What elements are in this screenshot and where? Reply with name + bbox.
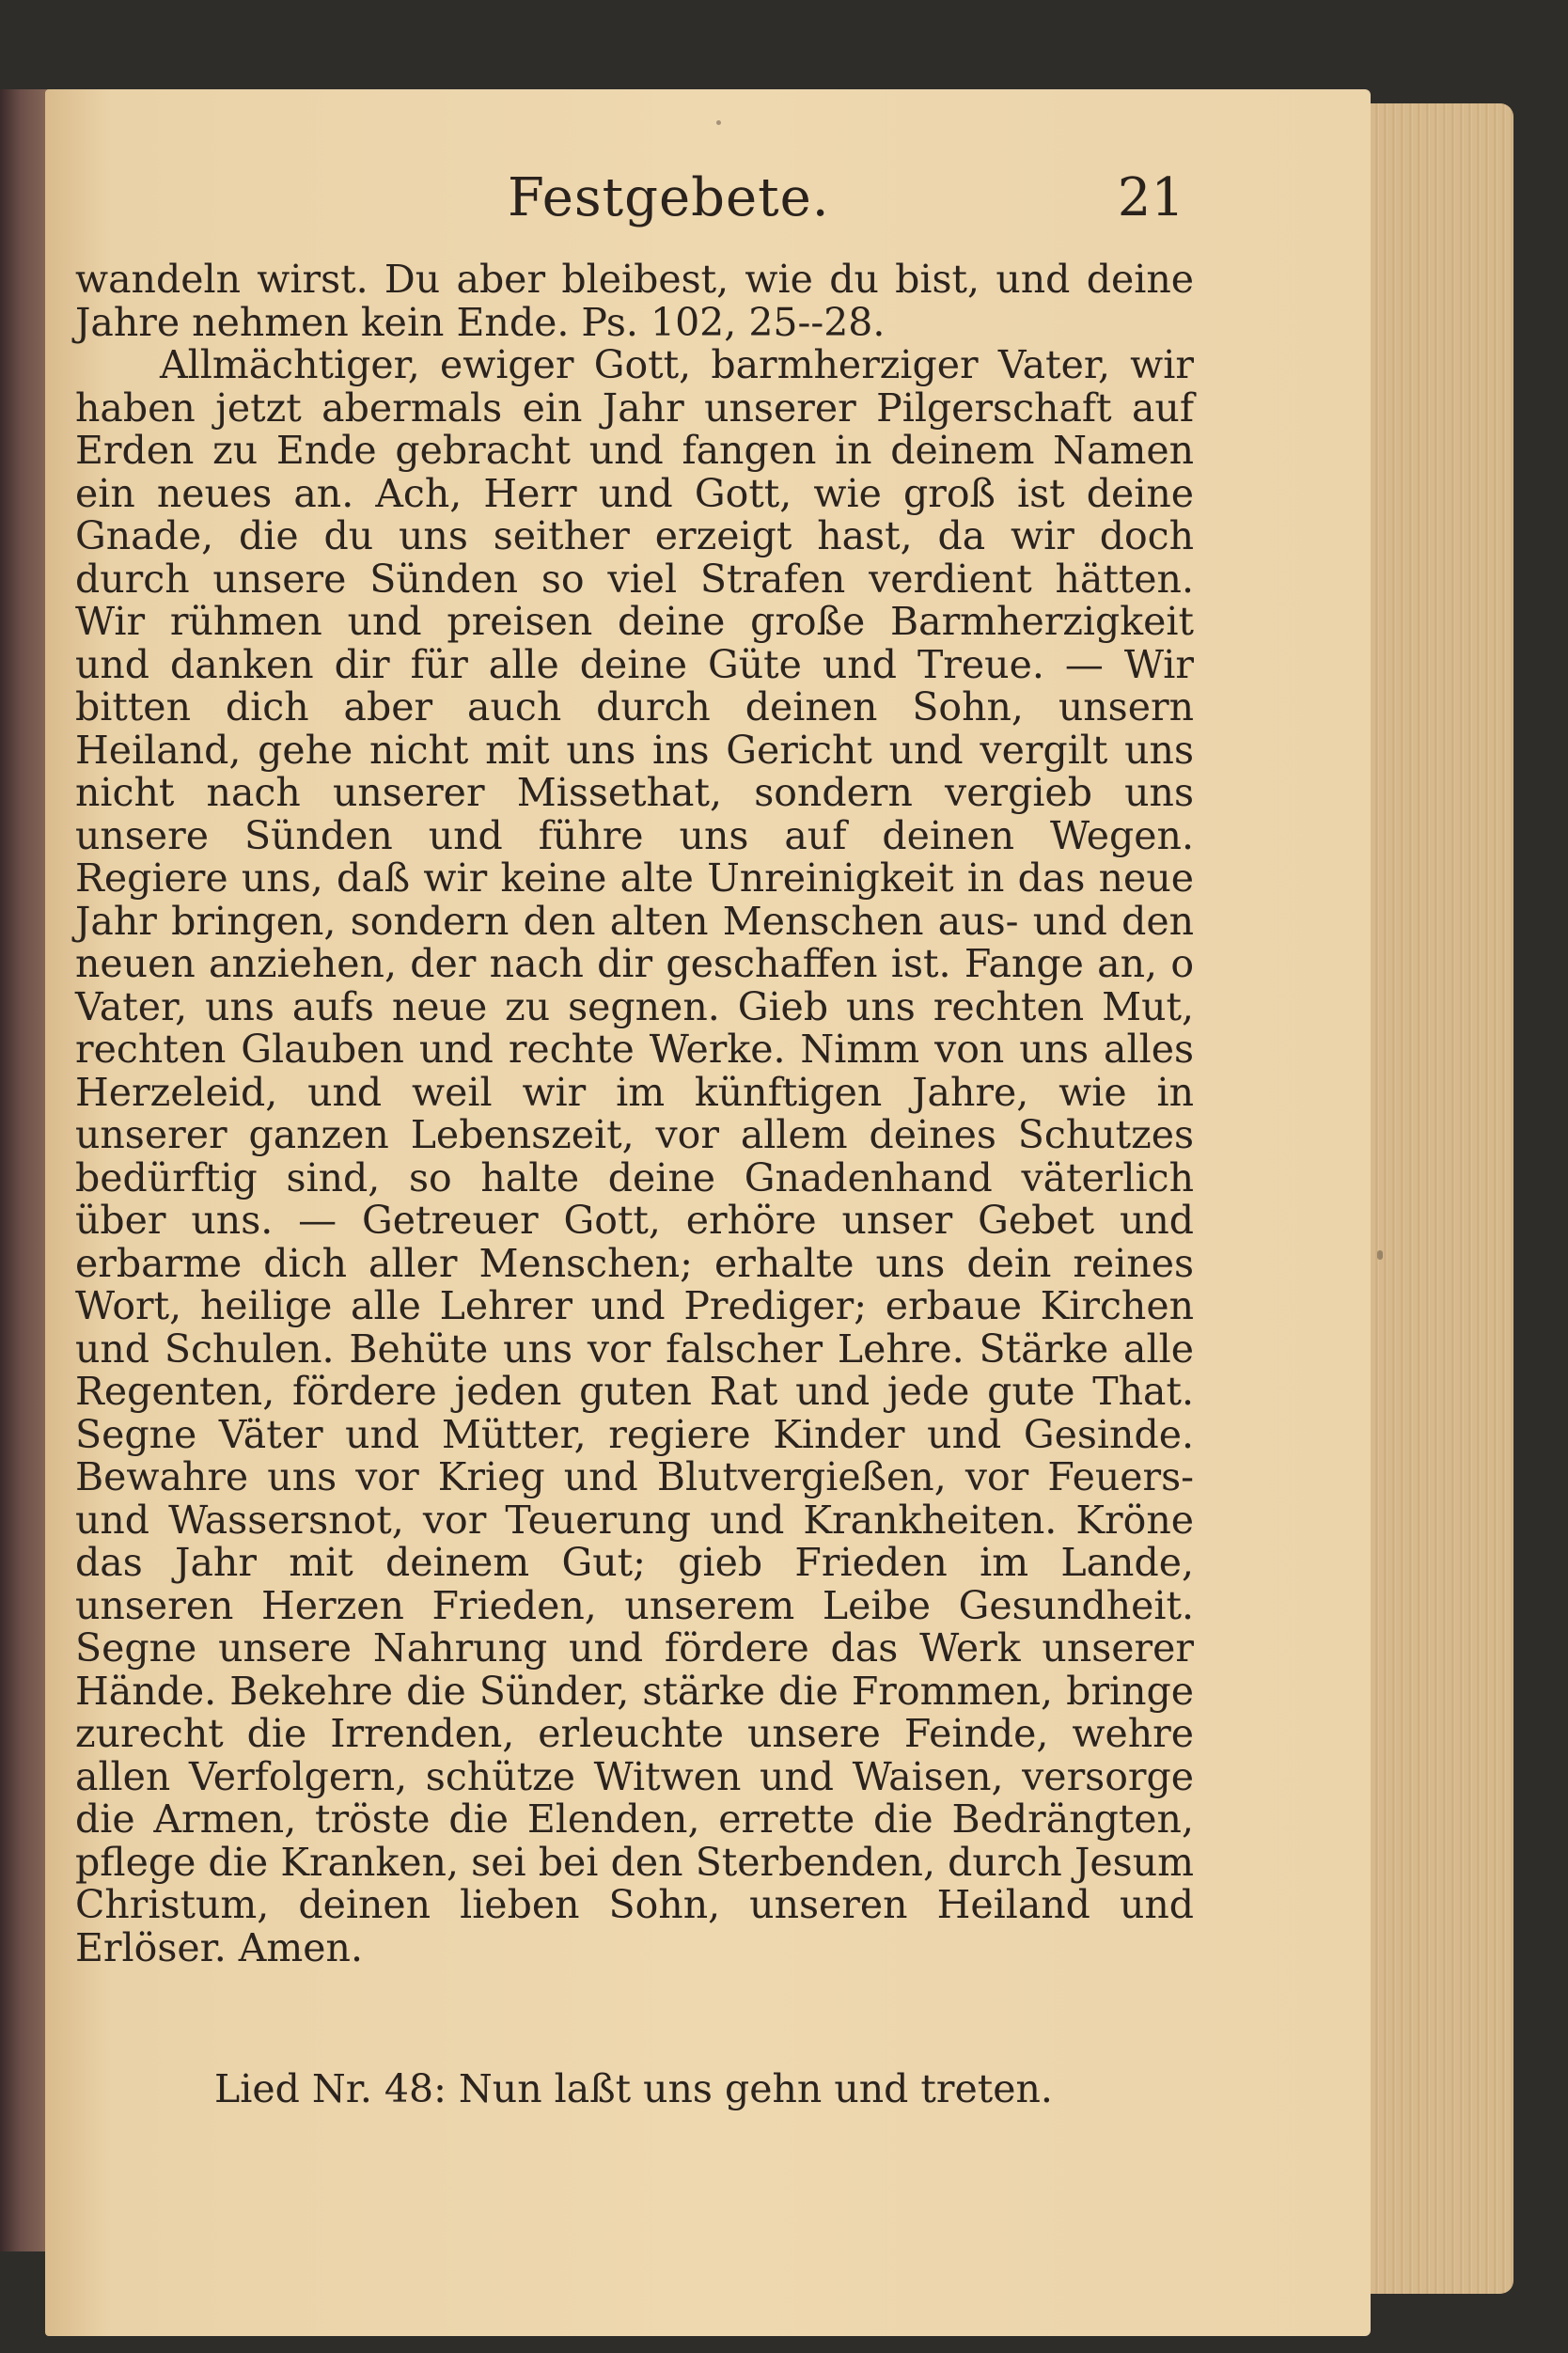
running-title: Festgebete. [508,167,830,228]
page-header [508,167,1184,243]
hymn-reference: Lied Nr. 48: Nun laßt uns gehn und treten. [214,2066,1053,2111]
page-stack-edges [1354,103,1513,2294]
paragraph-prayer: Allmächtiger, ewiger Gott, barmherziger Vater, wir haben jetzt abermals ein Jahr unserer Pilgerschaft auf Erden zu Ende gebracht und fangen in deinem Namen ein neues an. Ach, Herr und Gott, wie groß ist deine Gnade, die du uns seither erzeigt hast, da wir doch durch unsere Sünden so viel Strafen verdient hätten. Wir rühmen und preisen deine große Barmherzigkeit und danken dir für alle deine Güte und Treue. — Wir bitten dich aber auch durch deinen Sohn, unsern Heiland, gehe nicht mit uns ins Gericht und vergilt uns nicht nach unserer Missethat, sondern vergieb uns unsere Sünden und führe uns auf deinen Wegen. Regiere uns, daß wir keine alte Unreinigkeit in das neue Jahr bringen, sondern den alten Menschen aus- und den neuen anziehen, der nach dir geschaffen ist. Fange an, o Vater, uns aufs neue zu segnen. Gieb uns rechten Mut, rechten Glauben und rechte Werke. Nimm von uns alles Herzeleid, und weil wir im künftigen Jahre, wie in unserer ganzen Lebenszeit, vor allem deines Schutzes bedürftig sind, so halte deine Gnadenhand väterlich über uns. — Getreuer Gott, erhöre unser Gebet und erbarme dich aller Menschen; erhalte uns dein reines Wort, heilige alle Lehrer und Prediger; erbaue Kirchen und Schulen. Behüte uns vor falscher Lehre. Stärke alle Regenten, fördere jeden guten Rat und jede gute That. Segne Väter und Mütter, regiere Kinder und Gesinde. Bewahre uns vor Krieg und Blutvergießen, vor Feuers- und Wassersnot, vor Teuerung und Krankheiten. Kröne das Jahr mit deinem Gut; gieb Frieden im Lande, unseren Herzen Frieden, unserem Leibe Gesundheit. Segne unsere Nahrung und fördere das Werk unserer Hände. Bekehre die Sünder, stärke die Frommen, bringe zurecht die Irrenden, erleuchte unsere Feinde, wehre allen Verfolgern, schütze Witwen und Waisen, versorge die Armen, tröste die Elenden, errette die Bedrängten, pflege die Kranken, sei bei den Sterbenden, durch Jesum Christum, deinen lieben Sohn, unseren Heiland und Erlöser. Amen. [75,342,1194,1970]
paper-speck [1377,1250,1383,1260]
paragraph-psalm-quote: wandeln wirst. Du aber bleibest, wie du bist, und deine Jahre nehmen kein Ende. Ps. 102, 25--28. [75,257,1194,345]
paper-speck [716,120,721,125]
book-spine-edge [0,89,52,2251]
body-text [75,259,1194,1969]
page-number: 21 [1117,167,1184,228]
